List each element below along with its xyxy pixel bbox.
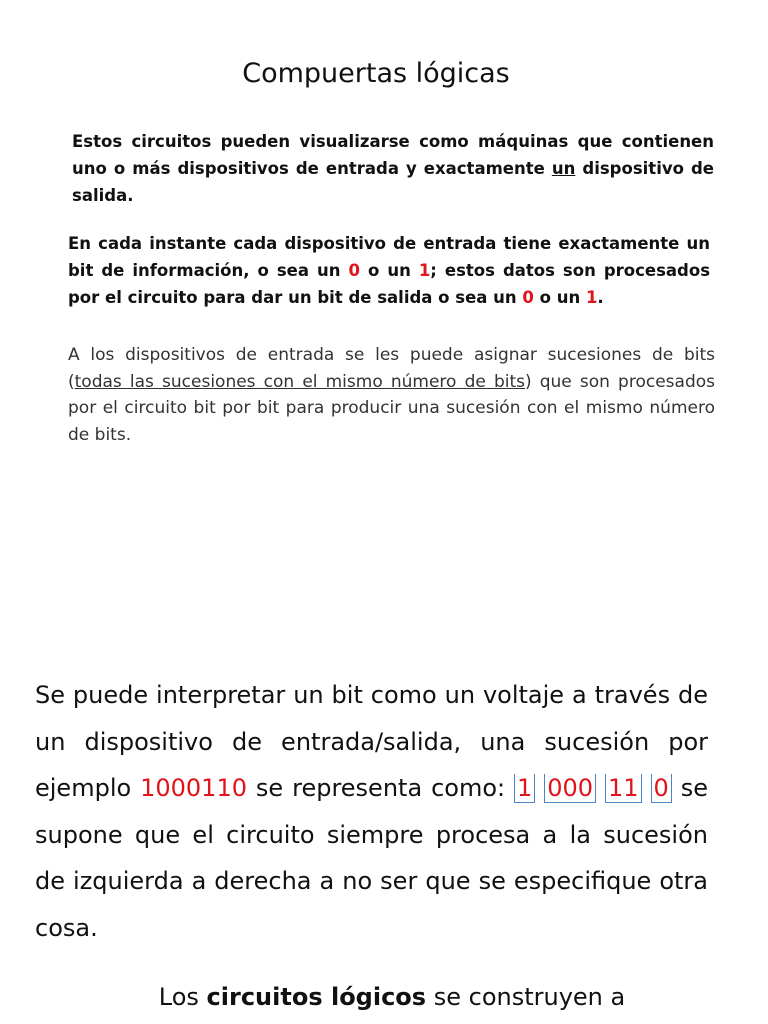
para2-zero-1: 0 <box>348 261 360 280</box>
para1-underlined-word: un <box>551 159 576 178</box>
bit-box-1: 1 <box>514 774 535 803</box>
para5-text-2: se construyen a <box>426 983 626 1011</box>
para5-bold-term: circuitos lógicos <box>206 983 427 1011</box>
para2-text-5: . <box>597 288 604 307</box>
bit-box-2: 000 <box>544 774 596 803</box>
para3-text-before: A los dispositivos de entrada se les puede asignar sucesiones de bits ( <box>68 345 715 392</box>
paragraph-logic-circuits <box>0 974 768 1020</box>
bit-box-3: 11 <box>605 774 642 803</box>
bit-box-4: 0 <box>651 774 672 803</box>
para2-text-4: o un <box>533 288 586 307</box>
para4-text-1: Se puede interpretar un bit como un voltaje a través de un dispositivo de entrada/salida, una sucesión por ejemplo <box>35 681 708 802</box>
para4-text-2: se representa como: <box>246 774 515 802</box>
para4-example-sequence: 1000110 <box>140 774 247 802</box>
para5-text-1: Los <box>158 983 207 1011</box>
para3-text-after: ) que son procesados por el circuito bit por bit para producir una sucesión con el mismo número de bits. <box>68 371 715 445</box>
para1-text-before: Estos circuitos pueden visualizarse como máquinas que contienen uno o más dispositivos de entrada y exactamente <box>72 132 714 178</box>
para1-text-after: dispositivo de salida. <box>72 159 714 205</box>
para3-underlined-text: todas las sucesiones con el mismo número de bits <box>74 371 525 392</box>
para2-text-1: En cada instante cada dispositivo de entrada tiene exactamente un bit de información, o sea un <box>68 234 710 280</box>
paragraph-voltage-interpretation <box>35 672 708 951</box>
paragraph-bit-sequences <box>68 342 715 448</box>
paragraph-circuits-description <box>72 128 714 209</box>
page-title: Compuertas lógicas <box>242 58 510 89</box>
para4-text-3: se supone que el circuito siempre procesa a la sucesión de izquierda a derecha a no ser que se especifique otra cosa. <box>35 774 708 942</box>
para2-zero-2: 0 <box>522 288 534 307</box>
paragraph-bit-information <box>68 230 710 311</box>
para2-one-1: 1 <box>418 261 431 280</box>
para2-text-3: ; estos datos son procesados por el circuito para dar un bit de salida o sea un <box>68 261 711 307</box>
para2-one-2: 1 <box>585 288 598 307</box>
para2-text-2: o un <box>359 261 419 280</box>
